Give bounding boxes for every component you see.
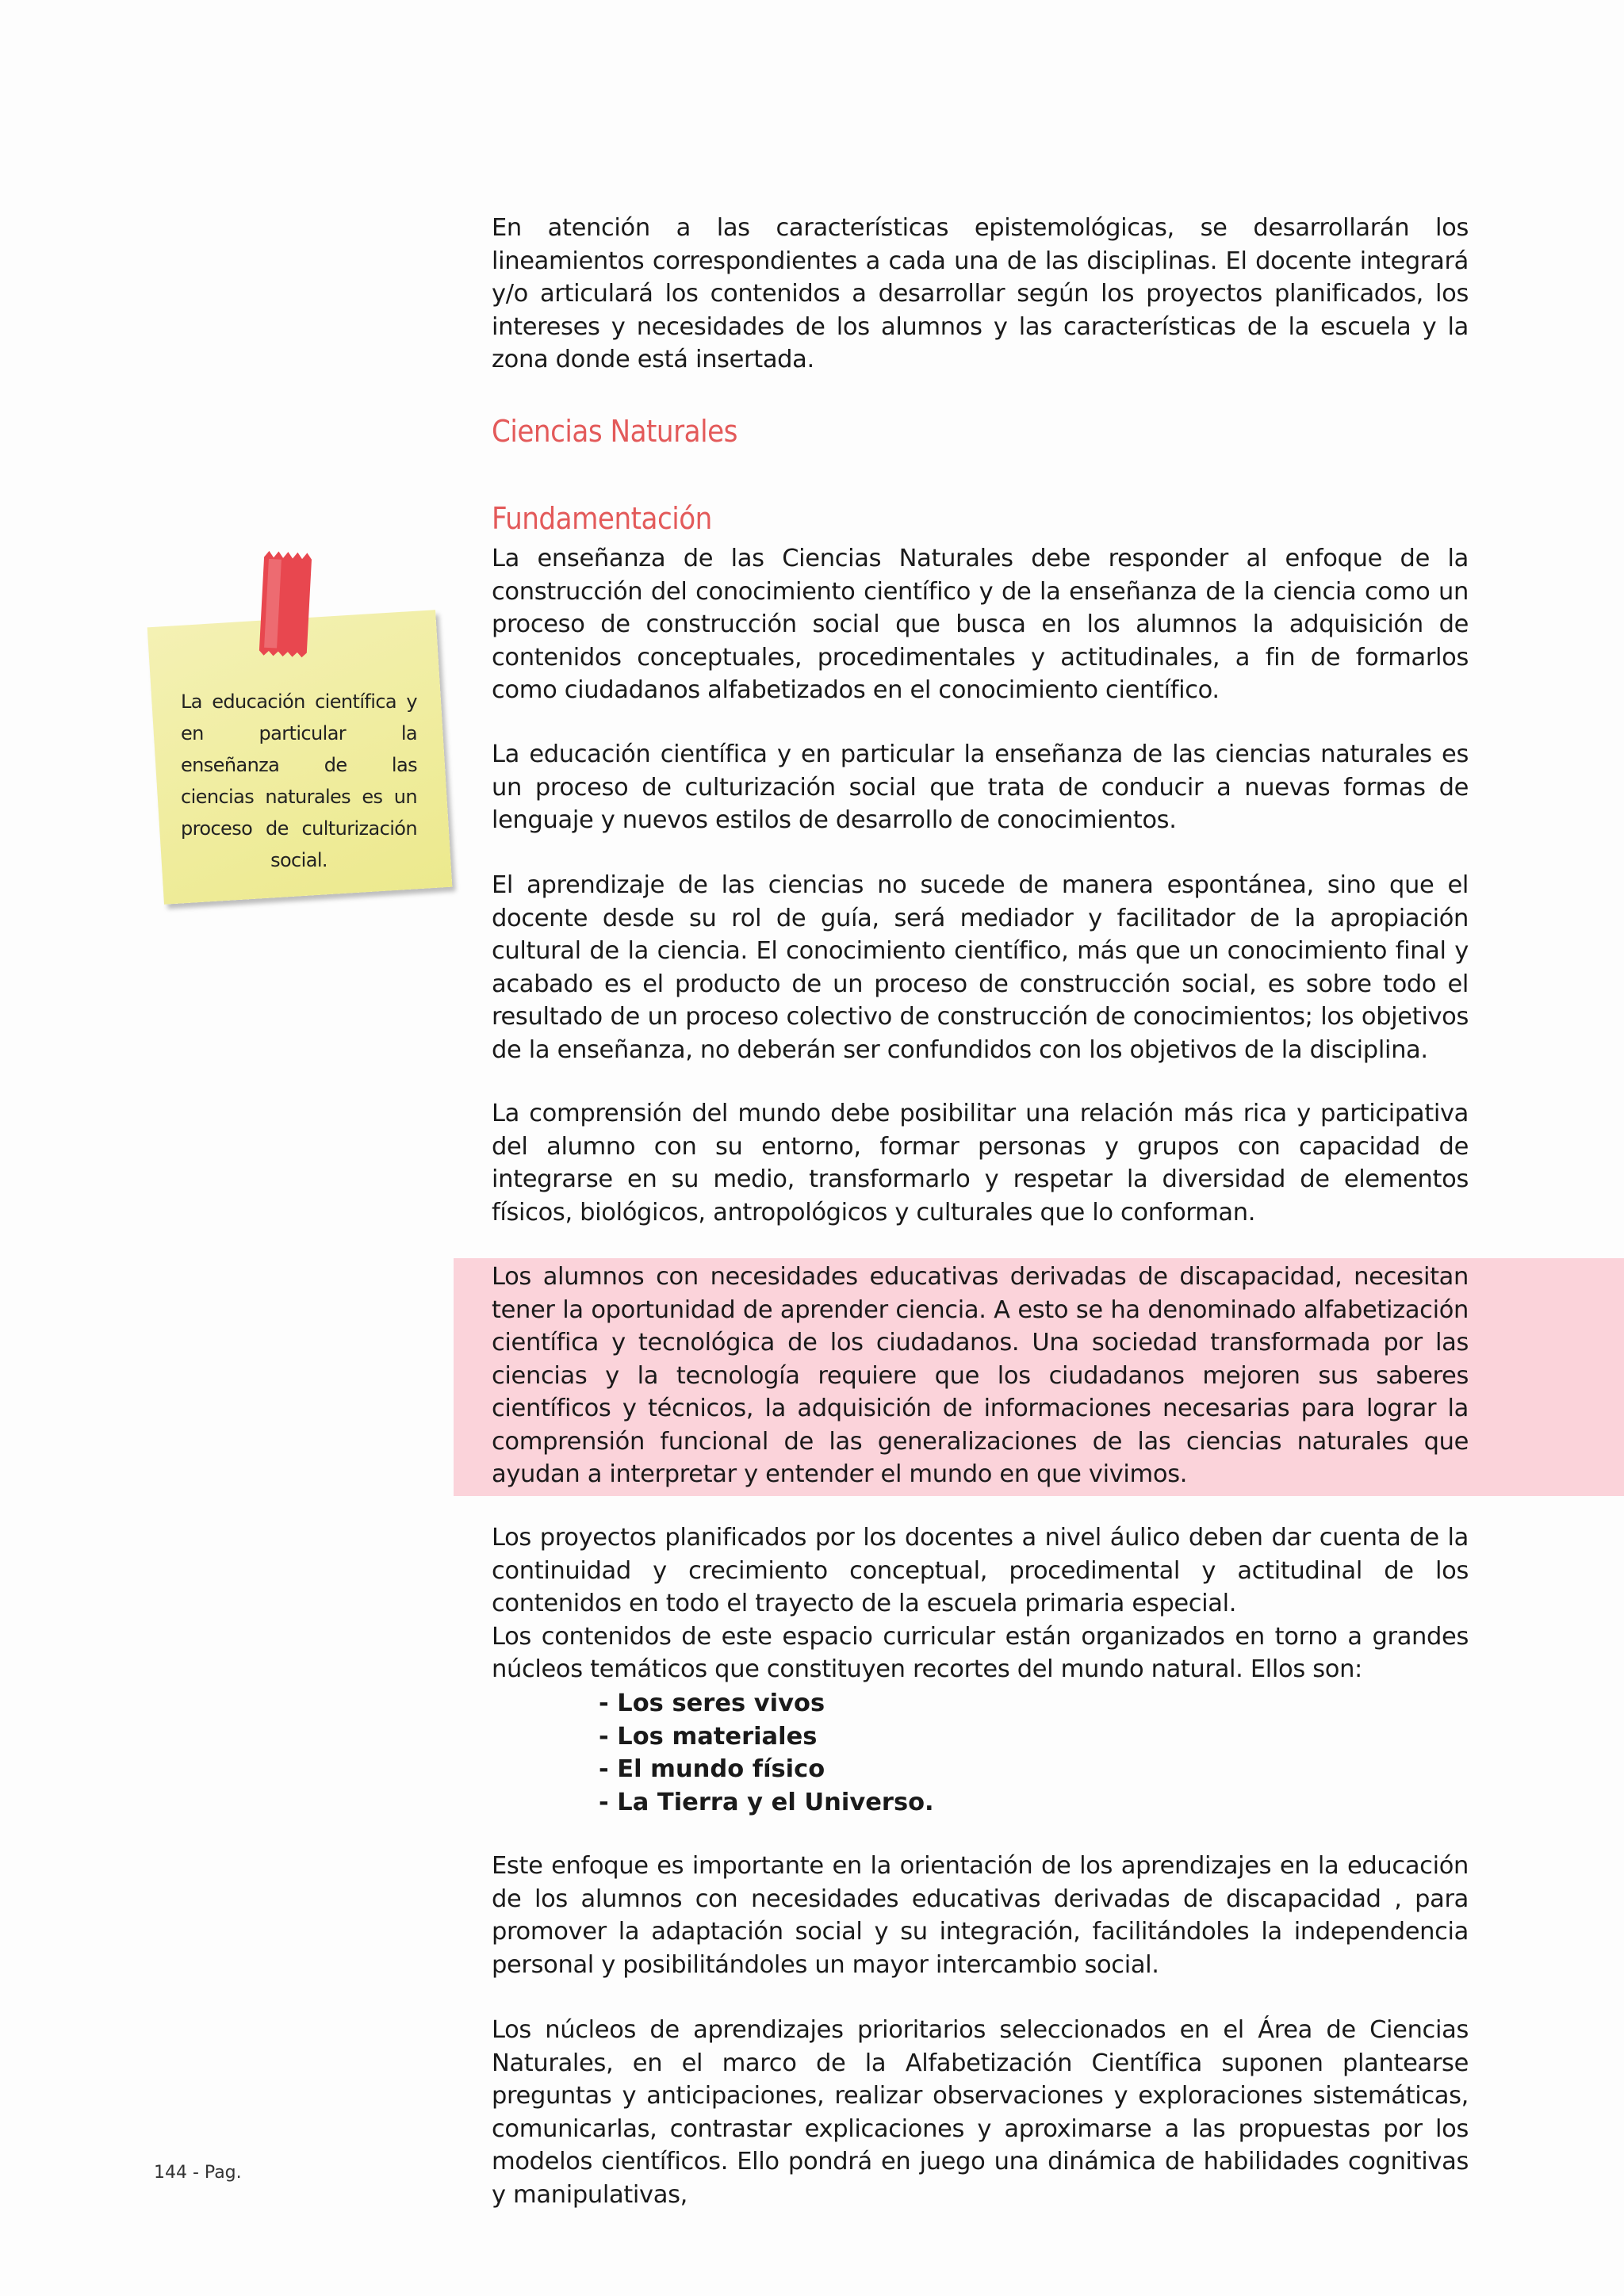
paragraph: La enseñanza de las Ciencias Naturales debe responder al enfoque de la construcción del conocimiento científico y de la enseñanza de la ciencia como un proceso de construcción social que busca en los alumnos la adquisición de contenidos conceptuales, procedimentales y actitudinales, a fin de formarlos como ciudadanos alfabetizados en el conocimiento científico. [492, 545, 1469, 704]
paragraph-6-block [492, 1521, 1469, 1686]
page-number: 144 - Pag. [154, 2163, 242, 2183]
list-item: - La Tierra y el Universo. [599, 1788, 934, 1816]
paragraph-3-block [492, 869, 1469, 1066]
list-item: - Los seres vivos [599, 1689, 825, 1717]
intro-paragraph: En atención a las características epistemológicas, se desarrollarán los lineamientos correspondientes a cada una de las disciplinas. El docente integrará y/o articulará los contenidos a desarrollar según los proyectos planificados, los intereses y necesidades de los alumnos y las características de la escuela y la zona donde está insertada. [492, 214, 1469, 373]
core-topics-list [599, 1687, 934, 1819]
paragraph-1-block [492, 542, 1469, 707]
paragraph: Este enfoque es importante en la orientación de los aprendizajes en la educación de los alumnos con necesidades educativas derivadas de discapacidad , para promover la adaptación social y su integración, facilitándoles la independencia personal y posibilitándoles un mayor intercambio social. [492, 1852, 1469, 1979]
paragraph: El aprendizaje de las ciencias no sucede de manera espontánea, sino que el docente desde su rol de guía, será mediador y facilitador de la apropiación cultural de la ciencia. El conocimiento científico, más que un conocimiento final y acabado es el producto de un proceso de construcción social, es sobre todo el resultado de un proceso colectivo de construcción de conocimientos; los objetivos de la enseñanza, no deberán ser confundidos con los objetivos de la disciplina. [492, 871, 1469, 1064]
paragraph: Los proyectos planificados por los docentes a nivel áulico deben dar cuenta de la continuidad y crecimiento conceptual, procedimental y actitudinal de los contenidos en todo el trayecto de la escuela primaria especial. [492, 1524, 1469, 1617]
intro-block [492, 212, 1469, 377]
paragraph-7-block [492, 1850, 1469, 1981]
section-title: Ciencias Naturales [492, 414, 737, 449]
tape-icon [255, 549, 313, 659]
paragraph-4-block [492, 1097, 1469, 1229]
paragraph: La educación científica y en particular la enseñanza de las ciencias naturales es un proceso de culturización social que trata de conducir a nuevas formas de lenguaje y nuevos estilos de desarrollo de conocimientos. [492, 740, 1469, 834]
paragraph: La comprensión del mundo debe posibilitar una relación más rica y participativa del alumno con su entorno, formar personas y grupos con capacidad de integrarse en su medio, transformarlo y respetar la diversidad de elementos físicos, biológicos, antropológicos y culturales que lo conforman. [492, 1100, 1469, 1226]
list-item: - El mundo físico [599, 1755, 825, 1783]
paragraph-8-block [492, 2014, 1469, 2211]
list-item: - Los materiales [599, 1722, 818, 1751]
paragraph-5-block [492, 1261, 1469, 1491]
paragraph: Los núcleos de aprendizajes prioritarios seleccionados en el Área de Ciencias Naturales, en el marco de la Alfabetización Científica suponen plantearse preguntas y anticipaciones, realizar observaciones y exploraciones sistemáticas, comunicarlas, contrastar explicaciones y aproximarse a las propuestas por los modelos científicos. Ello pondrá en juego una dinámica de habilidades cognitivas y manipulativas, [492, 2016, 1469, 2209]
subsection-title: Fundamentación [492, 501, 712, 536]
paragraph: Los contenidos de este espacio curricular están organizados en torno a grandes núcleos temáticos que constituyen recortes del mundo natural. Ellos son: [492, 1622, 1469, 1683]
highlighted-paragraph: Los alumnos con necesidades educativas derivadas de discapacidad, necesitan tener la oportunidad de aprender ciencia. A esto se ha denominado alfabetización científica y tecnológica de los ciudadanos. Una sociedad transformada por las ciencias y la tecnología requiere que los ciudadanos mejoren sus saberes científicos y técnicos, la adquisición de informaciones necesarias para lograr la comprensión funcional de las generalizaciones de las ciencias naturales que ayudan a interpretar y entender el mundo en que vivimos. [492, 1263, 1469, 1488]
sticky-note-text: La educación científica y en particular la enseñanza de las ciencias naturales es un proceso de culturización social. [181, 691, 417, 871]
paragraph-2-block [492, 738, 1469, 837]
